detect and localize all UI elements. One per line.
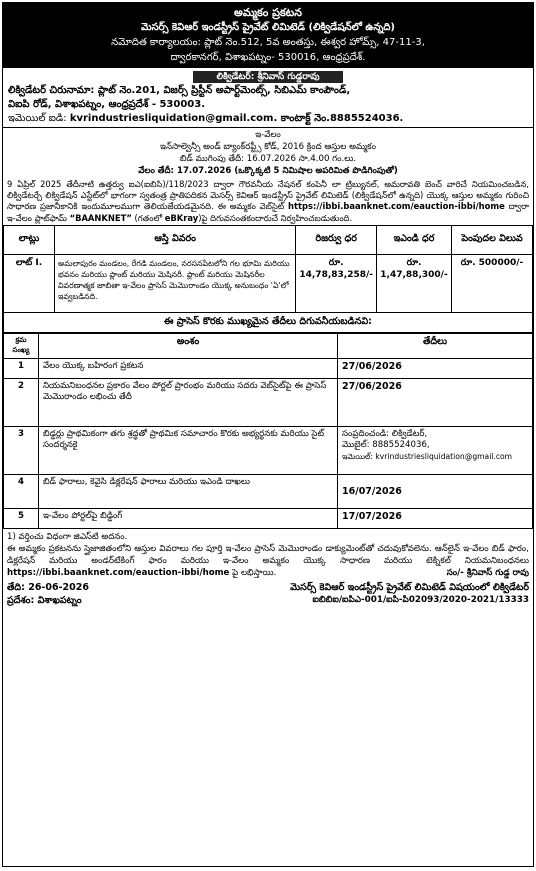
auction-info (3, 127, 533, 178)
liquidator-email[interactable]: kvrindustriesliquidation@gmail.com. (69, 113, 278, 124)
lots-col-increment: పెంపుదల విలువ (452, 225, 533, 254)
dates-col-item: అంశం (39, 333, 338, 358)
signature: సం/- శ్రీనివాస్ గుడ్డ రావు (446, 567, 529, 578)
lots-col-description: ఆస్తి వివరం (55, 225, 296, 254)
liquidator-address (3, 83, 533, 127)
lot-emd: రూ. 1,47,88,300/- (377, 254, 452, 312)
paragraph-text-c: (గతంలో (131, 212, 165, 223)
liquidator-company: మెసర్స్ కెవిఆర్ ఇండస్ట్రీస్ ప్రైవేట్ లిమిటెడ్ విషయంలో లిక్విడేటర్ (290, 581, 529, 593)
table-row (4, 474, 533, 508)
dates-table (3, 333, 533, 529)
signature-line1 (3, 581, 533, 594)
auction-title: ఇ-వేలం (255, 130, 281, 140)
lots-col-lot: లాట్లు (4, 225, 55, 254)
row-date: 16/07/2026 (338, 474, 533, 508)
row-contact (338, 426, 533, 474)
platform-name: “BAANKNET” (69, 212, 132, 223)
row-item: బిడ్డర్లు ప్రాథమికంగా తగు శ్రద్ధతో ప్రాథమిక సమాచారం కొరకు అభ్యర్థనకు మరియు సైట్ సందర్శనకై (39, 426, 338, 474)
contact-label: సంప్రదించండి: లిక్విడేటర్, (342, 428, 428, 439)
lot-increment: రూ. 500000/- (452, 254, 533, 312)
contact-email[interactable]: ఇమెయిల్: kvrindustriesliquidation@gmail.com (342, 451, 513, 461)
notice-header (3, 3, 533, 68)
office-address-line1: నమోదిత కార్యాలయం: ప్లాట్ నెం.512, 5వ అంతస్తు, ఈశ్వర హోమ్స్, 47-11-3, (111, 37, 425, 48)
memorandum-text: ఈ అమ్మకం ప్రకటనను స్తైజాజితంలోని ఆస్తుల వివరాలు గల పూర్తి ఇ-వేలం ప్రాసెస్ మెమొరాండం డాక్యుమెంట్‌తో చదువుకోవలెను. ఆన్‌లైన్ ఇ-వేలం బిడ్ ఫారం, డిక్లరేషన్ మరియు అండర్‌టేకింగ్ ఫారం మరియు ఇ-వేలం అమ్మకం యొక్క సాధారణ మరియు టెక్నికల్ నియమనిబంధనలు (7, 543, 529, 566)
registration-number: ఐబిబిఐ/ఐపిఎ-001/ఐపి-పి02093/2020-2021/13333 (312, 594, 529, 605)
lots-col-emd: ఇఎండి ధర (377, 225, 452, 254)
row-number: 5 (4, 508, 39, 528)
notice-date: తేది: 26-06-2026 (7, 581, 89, 593)
bid-close-date: బిడ్ ముగింపు తేదీ: 16.07.2026 సా.4.00 గం.లు. (179, 154, 357, 164)
row-date: 27/06/2026 (338, 378, 533, 426)
footer-notes (3, 529, 533, 581)
row-date: 17/07/2026 (338, 508, 533, 528)
table-row (4, 508, 533, 528)
dates-title: ఈ ప్రాసెస్ కొరకు ముఖ్యమైన తేదీలు దిగువనీయబడినవి: (3, 313, 533, 333)
memorandum-suffix: పై లభిస్తాయి. (229, 567, 277, 578)
row-item: ఇ-వేలం పోర్టల్‌పై బిడ్డింగ్ (39, 508, 338, 528)
office-address-line2: ద్వారకానగర్, విశాఖపట్నం- 530016, ఆంధ్రప్రదేశ్. (170, 52, 366, 63)
liquidator-contact (8, 112, 528, 126)
liquidator-address-line2: విఐపి రోడ్, విశాఖపట్నం, ఆంధ్రప్రదేశ్ - 530003. (8, 99, 206, 110)
gst-note: 1) వర్తించు విధంగా జిఎస్‌టి అదనం. (7, 531, 128, 542)
auction-paragraph (3, 178, 533, 225)
paragraph-text-d: )పై దిగువసంతకందారుచే నిర్వహించబడుతుంది. (198, 212, 353, 223)
lots-header-row (4, 225, 533, 254)
signature-line2 (3, 594, 533, 607)
footer-url[interactable]: https://ibbi.baanknet.com/eauction-ibbi/home (7, 567, 230, 578)
lot-reserve-price: రూ. 14,78,83,258/- (296, 254, 377, 312)
row-number: 4 (4, 474, 39, 508)
liquidator-address-line1: లిక్విడేటర్ చిరునామా: ప్లాట్ నెం.201, విజర్స్ ప్రిస్టీన్ అపార్ట్‌మెంట్స్, సిబిఎమ్ కాంపౌండ్, (8, 85, 351, 96)
row-number: 3 (4, 426, 39, 474)
row-item: నియమనిబంధనల ప్రకారం వేలం పోర్టల్ ప్రారంభం మరియు సదరు వెబ్‌సైట్‌పై ఈ ప్రాసెస్ మెమొరాండం లభించు తేదీ (39, 378, 338, 426)
contact-mobile: మొబైల్: 8885524036, (342, 439, 430, 450)
liquidator-label: లిక్విడేటర్: శ్రీనివాస్ గుడ్డరావు (193, 71, 343, 83)
email-prefix: ఇమెయిల్ ఐడి: (8, 113, 70, 124)
company-name: మెసర్స్ కెవిఆర్ ఇండస్ట్రీస్ ప్రైవేట్ లిమిటెడ్ (లిక్విడేషన్‌లో ఉన్నది) (141, 22, 395, 33)
row-number: 2 (4, 378, 39, 426)
liquidator-phone: కాంటాక్ట్ నెం.8885524036. (277, 113, 404, 124)
old-platform-name: eBKray (164, 212, 199, 223)
row-date: 27/06/2026 (338, 358, 533, 378)
dates-col-no: క్రమ సంఖ్య (4, 333, 39, 358)
dates-header-row (4, 333, 533, 358)
sale-notice (2, 2, 534, 867)
lot-description: అమలాపురం మండలం, రేగడి మండలం, నరసనపేటలోని గల భూమి మరియు భవనం మరియు ప్లాంట్ మరియు మెషినరీ. ప్లాంట్ మరియు మెషినరీల వివరణాత్మక జాబితా ఇ-వేలం ప్రాసెస్ మెమొరాండం యొక్క అనుబంధం 'ఏ'లో ఇవ్వబడినది. (55, 254, 296, 312)
lot-number: లాట్ I. (4, 254, 55, 312)
notice-place: ప్రదేశం: విశాఖపట్నం (7, 594, 82, 606)
table-row (4, 358, 533, 378)
auction-url[interactable]: https://ibbi.baanknet.com/eauction-ibbi/home (288, 201, 505, 212)
row-item: వేలం యొక్క బహిరంగ ప్రకటన (39, 358, 338, 378)
notice-title: అమ్మకం ప్రకటన (234, 6, 302, 19)
row-item: బిడ్ ఫారాలు, కెవైసి డిక్లరేషన్ ఫారాలు మరియు ఇఎండి దాఖలు (39, 474, 338, 508)
paragraph-text-a: 9 ఏప్రిల్ 2025 తేదీనాటి ఉత్తర్వు ఐఎ(ఐబిసి)/118/2023 ద్వారా గౌరవనీయ నేషనల్ కంపెనీ లా ట్రిబ్యునల్, అమరావతి బెంచ్ వారిచే నియమించబడిన, లిక్విడేటర్చే లిక్విడేషన్ ఎస్టేట్‌లో భాగంగా స్వతంత్ర ప్రాతిపదికన మెసర్స్ కెవిఆర్ ఇండస్ట్రీస్ ప్రైవేట్ లిమిటెడ్ (లిక్విడేషన్‌లో ఉన్నది) యొక్క ఆస్తుల అమ్మకం గురించి సాధారణ ప్రజానీకానికి ఇందుమూలముగా తెలియజేయడమైనది. ఈ అమ్మకం వెబ్‌సైట్ (7, 179, 529, 212)
lots-col-reserve: రిజర్వు ధర (296, 225, 377, 254)
auction-subtitle: ఇన్‌సాల్వెన్సీ అండ్ బ్యాంక్‌రప్ట్సీ కోడ్, 2016 క్రింద ఆస్తుల అమ్మకం (160, 142, 376, 152)
dates-col-date: తేదీలు (338, 333, 533, 358)
table-row (4, 426, 533, 474)
paragraph-text-b: ద్వారా ఇ-వేలం ప్లాట్‌ఫామ్ (7, 201, 529, 223)
table-row (4, 378, 533, 426)
table-row (4, 254, 533, 312)
memorandum-note (7, 543, 529, 579)
row-number: 1 (4, 358, 39, 378)
lots-table (3, 225, 533, 313)
auction-date: వేలం తేదీ: 17.07.2026 (ఒక్కొక్కటి 5 నిమిషాల అపరిమిత పొడిగింపుతో) (138, 166, 398, 176)
